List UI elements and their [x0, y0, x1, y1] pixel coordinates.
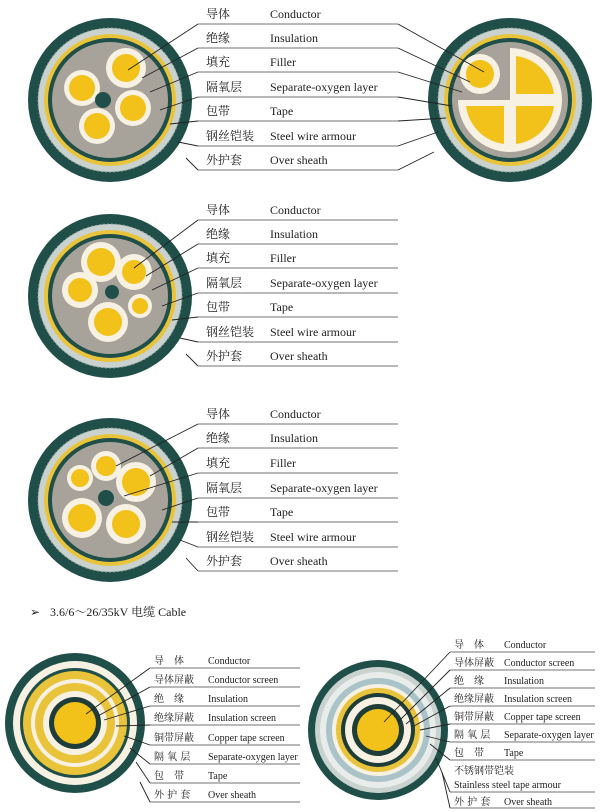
label-zh: 外护套 [206, 554, 243, 568]
cable-cross-section-5-core [28, 18, 192, 182]
label-en: Steel wire armour [270, 129, 356, 143]
panel-bottom-left [5, 653, 300, 802]
label-en: Separate-oxygen layer [270, 481, 378, 495]
label-zh: 填充 [206, 55, 231, 69]
label-en: Tape [504, 748, 524, 759]
label-en: Steel wire armour [270, 325, 356, 339]
label-en: Tape [270, 300, 294, 314]
label-zh: 钢丝铠装 [206, 325, 255, 339]
label-en: Filler [270, 55, 296, 69]
label-zh: 绝缘屏蔽 [154, 713, 194, 724]
label-zh: 绝缘屏蔽 [454, 694, 494, 705]
label-zh: 绝缘 [206, 227, 231, 241]
label-rules [198, 220, 398, 366]
label-en: Copper tape screen [208, 733, 285, 744]
label-zh: 导 体 [154, 656, 184, 667]
label-zh: 铜带屏蔽 [454, 712, 494, 723]
label-en: Conductor [208, 656, 251, 667]
label-rules [198, 24, 398, 170]
label-en: Filler [270, 456, 296, 470]
label-zh: 导 体 [454, 640, 484, 651]
labels [154, 654, 298, 801]
label-zh: 隔 氧 层 [454, 730, 491, 741]
section-arrow-icon: ➢ [30, 605, 41, 619]
label-en: Tape [270, 505, 294, 519]
label-zh: 填充 [206, 251, 231, 265]
labels [206, 406, 378, 568]
section-heading [30, 604, 186, 619]
label-zh: 隔氧层 [206, 276, 243, 290]
label-en: Insulation [270, 227, 318, 241]
label-zh: 填充 [206, 456, 231, 470]
panel-1 [28, 6, 592, 182]
label-en: Conductor screen [208, 675, 279, 686]
label-en: Conductor [504, 640, 547, 651]
label-zh: 隔氧层 [206, 80, 243, 94]
label-en: Insulation [504, 676, 544, 687]
labels [206, 6, 378, 167]
label-en: Steel wire armour [270, 530, 356, 544]
label-zh: 导体 [206, 407, 231, 421]
label-en: Insulation screen [504, 694, 573, 705]
label-zh: 隔氧层 [206, 481, 243, 495]
label-zh: 包 带 [454, 748, 484, 759]
label-en: Conductor [270, 7, 321, 21]
cable-cross-section-3-plus-2-core [28, 418, 192, 582]
label-zh: 绝缘 [206, 31, 231, 45]
cable-cross-section-sector-core [428, 18, 592, 182]
label-en: Stainless steel tape armour [454, 780, 561, 791]
label-en: Conductor [270, 203, 321, 217]
label-en: Separate-oxygen layer [208, 752, 298, 763]
label-zh: 包带 [206, 300, 231, 314]
label-zh: 绝缘 [206, 431, 231, 445]
label-zh: 外 护 套 [154, 790, 191, 801]
label-zh: 包带 [206, 505, 231, 519]
label-en: Tape [208, 771, 228, 782]
label-rules [198, 424, 398, 571]
label-en: Insulation [270, 31, 318, 45]
label-en: Separate-oxygen layer [270, 80, 378, 94]
label-en: Over sheath [270, 554, 328, 568]
cable-cross-section-4-plus-1-core [28, 214, 192, 378]
label-zh: 包带 [206, 104, 231, 118]
panel-2 [28, 202, 398, 378]
cable-cross-section-single-core [5, 653, 145, 793]
label-en: Tape [270, 104, 294, 118]
label-zh: 导体屏蔽 [154, 675, 194, 686]
label-en: Insulation screen [208, 713, 277, 724]
label-zh: 钢丝铠装 [206, 129, 255, 143]
label-en: Insulation [208, 694, 248, 705]
label-en: Insulation [270, 431, 318, 445]
panel-bottom-right [308, 638, 595, 808]
label-zh: 铜带屏蔽 [154, 733, 194, 744]
label-zh: 隔 氧 层 [154, 752, 191, 763]
label-zh: 外护套 [206, 349, 243, 363]
label-zh: 导体屏蔽 [454, 658, 494, 669]
labels [206, 202, 378, 363]
label-en: Over sheath [270, 153, 328, 167]
label-en: Separate-oxygen layer [504, 730, 594, 741]
label-zh: 钢丝铠装 [206, 530, 255, 544]
label-en: Copper tape screen [504, 712, 581, 723]
label-en: Filler [270, 251, 296, 265]
label-zh: 导体 [206, 7, 231, 21]
label-en: Conductor [270, 407, 321, 421]
label-en: Over sheath [504, 797, 553, 808]
labels [454, 638, 594, 808]
label-zh: 绝 缘 [154, 694, 184, 705]
label-en: Separate-oxygen layer [270, 276, 378, 290]
label-en: Over sheath [270, 349, 328, 363]
label-en: Conductor screen [504, 658, 575, 669]
label-zh: 包 带 [154, 771, 184, 782]
panel-3 [28, 406, 398, 582]
label-zh: 绝 缘 [454, 676, 484, 687]
cable-cross-section-single-core-armoured [308, 660, 448, 800]
label-zh: 外护套 [206, 153, 243, 167]
label-zh: 不锈钢带铠装 [454, 766, 514, 777]
section-title: 3.6/6～26/35kV 电缆 Cable [50, 605, 187, 619]
label-en: Over sheath [208, 790, 257, 801]
label-zh: 导体 [206, 203, 231, 217]
label-zh: 外 护 套 [454, 797, 491, 808]
